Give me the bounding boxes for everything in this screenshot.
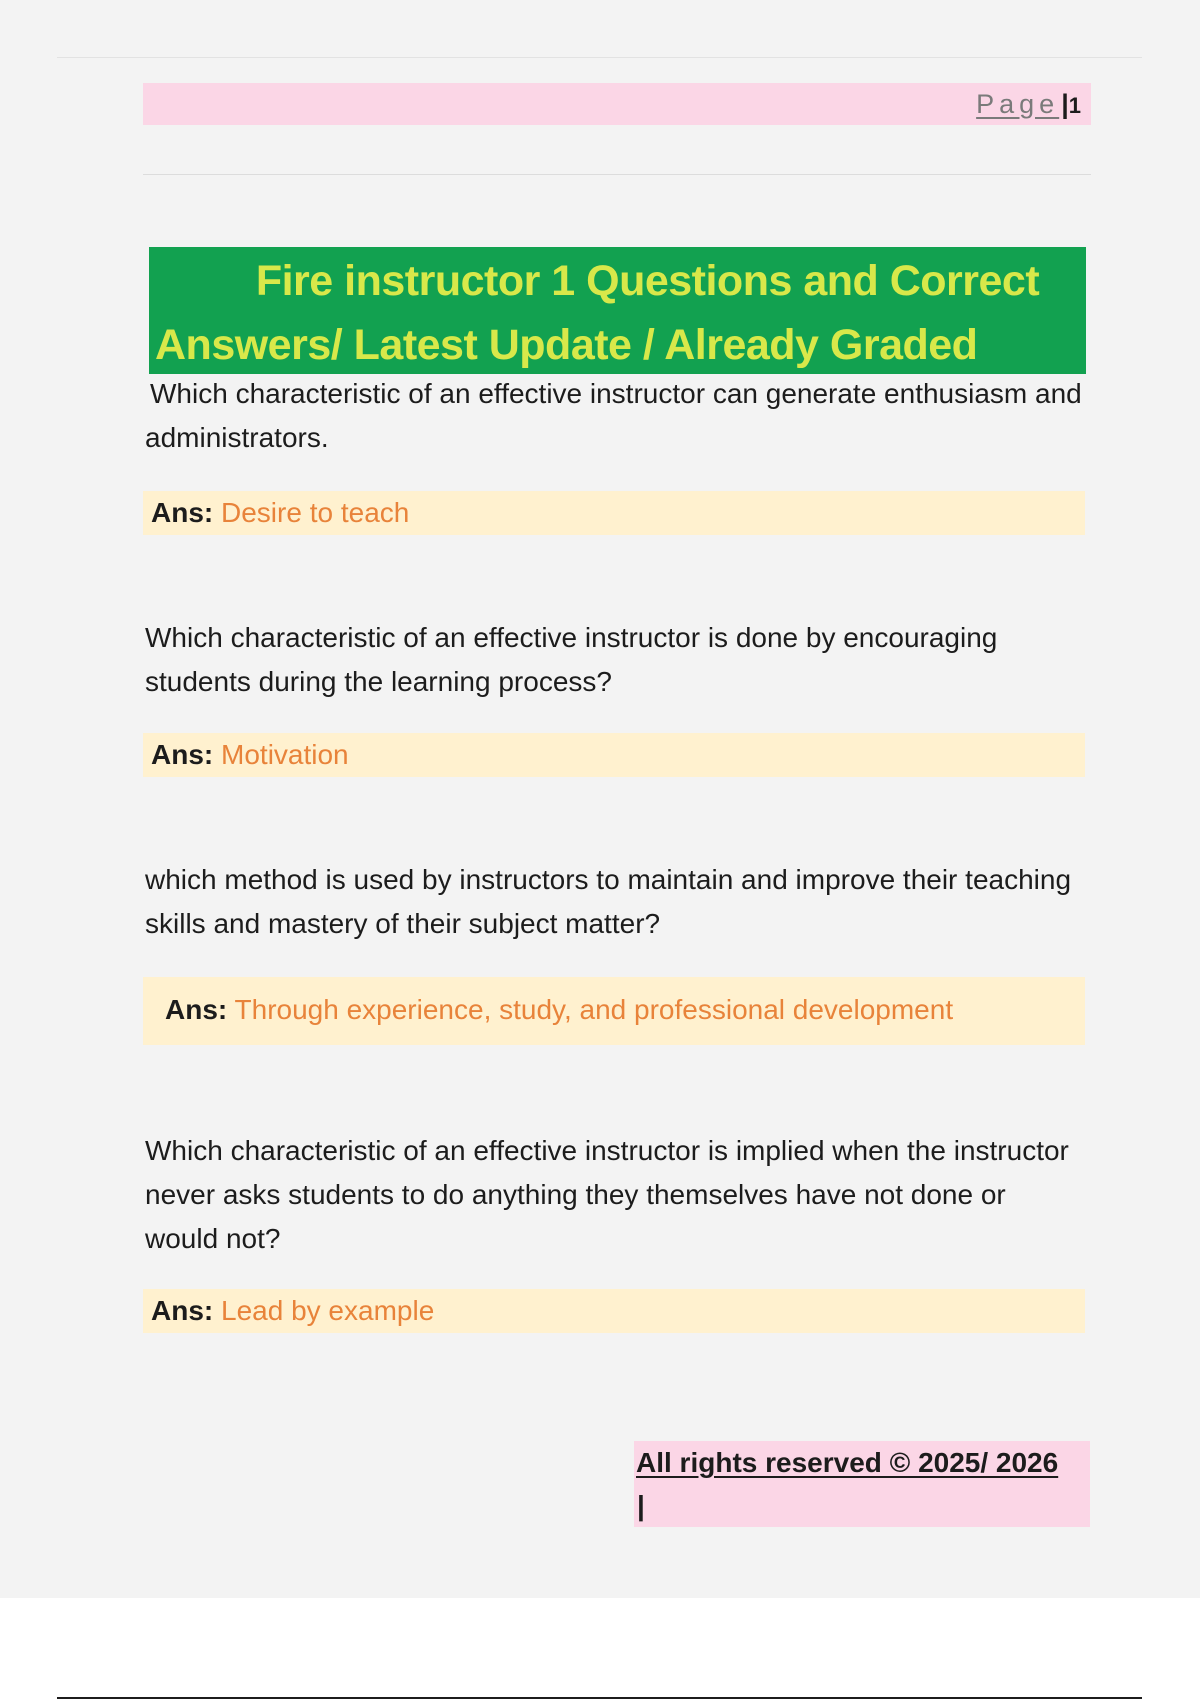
answer-2 bbox=[143, 733, 1085, 777]
question-4: Which characteristic of an effective instructor is implied when the instructor never asks students to do anything they themselves have not done or would not? bbox=[145, 1135, 1069, 1254]
title-banner bbox=[149, 247, 1086, 374]
header-divider bbox=[143, 174, 1091, 175]
page-word: Page bbox=[976, 89, 1060, 119]
question-1: Which characteristic of an effective instructor can generate enthusiasm and administrators. bbox=[145, 378, 1082, 453]
question-3: which method is used by instructors to maintain and improve their teaching skills and mastery of their subject matter? bbox=[145, 864, 1072, 939]
bottom-divider bbox=[57, 1697, 1142, 1699]
answer-value: Motivation bbox=[221, 739, 349, 770]
page-header bbox=[143, 83, 1091, 125]
answer-label: Ans: bbox=[165, 994, 228, 1025]
question-2: Which characteristic of an effective instructor is done by encouraging students during the learning process? bbox=[145, 622, 998, 697]
page-footer bbox=[634, 1441, 1090, 1527]
answer-value: Through experience, study, and professional development bbox=[234, 994, 954, 1025]
copyright-notice: All rights reserved © 2025/ 2026 bbox=[636, 1447, 1059, 1478]
answer-4 bbox=[143, 1289, 1085, 1333]
answer-label: Ans: bbox=[151, 1295, 214, 1326]
answer-label: Ans: bbox=[151, 739, 214, 770]
page-separator: | bbox=[1061, 89, 1069, 119]
text-cursor: | bbox=[637, 1490, 645, 1521]
page-number: 1 bbox=[1068, 93, 1081, 118]
answer-label: Ans: bbox=[151, 497, 214, 528]
answer-value: Lead by example bbox=[221, 1295, 435, 1326]
top-divider bbox=[57, 57, 1142, 58]
page-number-indicator bbox=[976, 87, 1081, 123]
document-title: Fire instructor 1 Questions and Correct Answers/ Latest Update / Already Graded bbox=[155, 257, 1040, 369]
answer-3 bbox=[143, 977, 1085, 1045]
answer-value: Desire to teach bbox=[221, 497, 410, 528]
answer-1 bbox=[143, 491, 1085, 535]
